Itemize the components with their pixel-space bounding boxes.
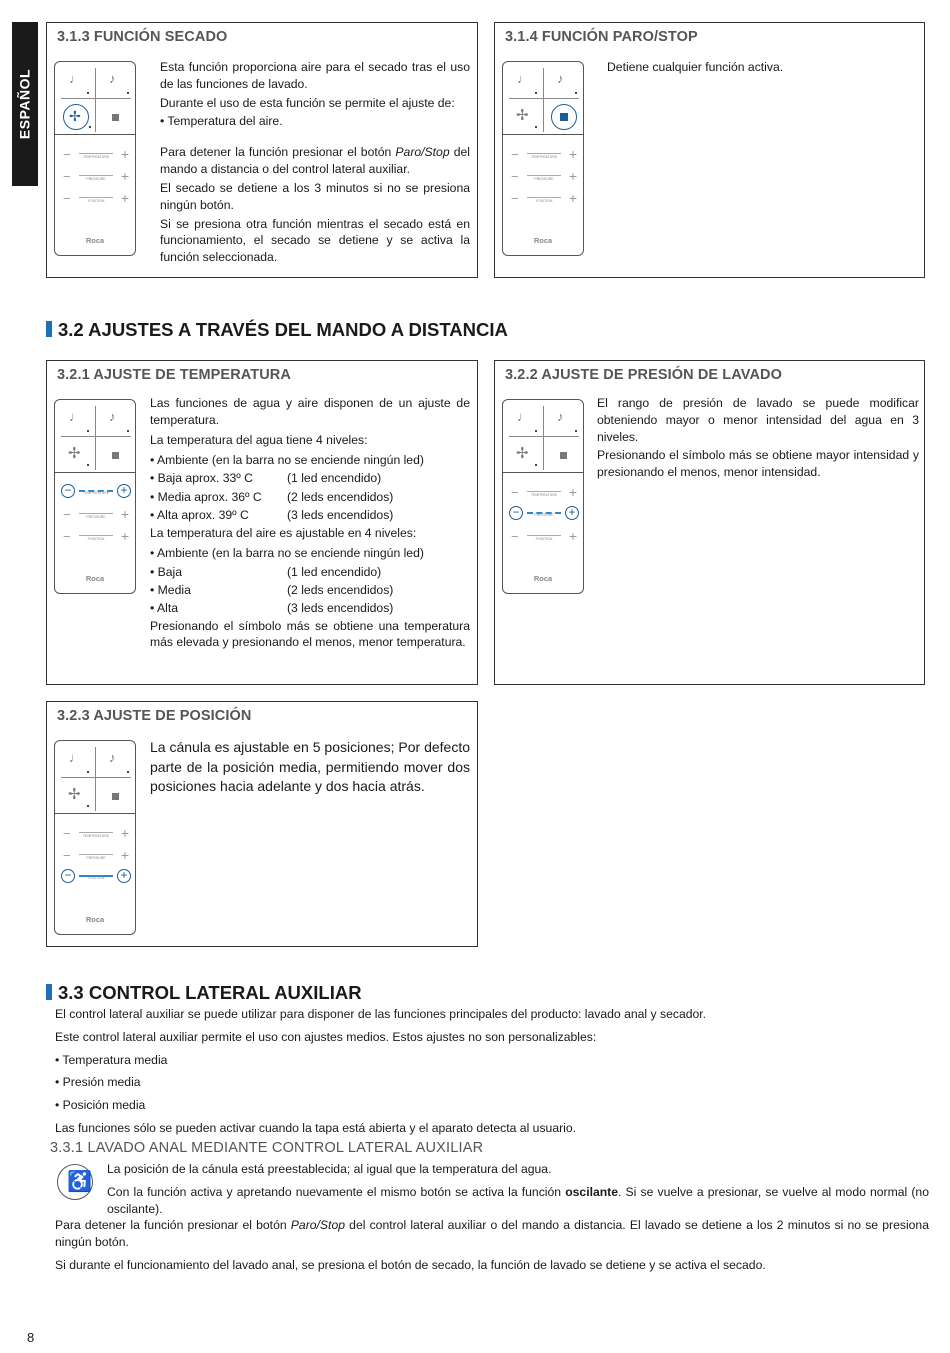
wash-function-icon: ♿ [57, 1164, 93, 1200]
wash-rear-icon: ♩ [69, 71, 82, 86]
section-33-text: El control lateral auxiliar se puede utilizar para disponer de las funciones principales del producto: lavado anal y secador. Este control lateral auxiliar permite el uso con ajustes medios. Estos ajustes no son personalizables: • Temperatura media • Presión media • Posición media Las funciones sólo se pueden activar cuando la tapa está abierta y el aparato detecta al usuario. [55, 1007, 707, 1136]
section-heading-32: 3.2 AJUSTES A TRAVÉS DEL MANDO A DISTANCIA [46, 317, 508, 343]
water-levels: • Ambiente (en la barra no se enciende ningún led) • Baja aprox. 33º C (1 led encendido) • Media aprox. 36º C (2 leds encendidos) • Alta aprox. 39º C (3 leds encendidos) [150, 452, 424, 522]
fan-icon: ✢ [69, 108, 81, 124]
box-title: 3.2.2 AJUSTE DE PRESIÓN DE LAVADO [505, 367, 782, 383]
section-box-323 [46, 701, 478, 947]
fan-icon: ✢ [516, 107, 529, 124]
wash-rear-icon: ♩ [517, 71, 530, 86]
box-title: 3.2.3 AJUSTE DE POSICIÓN [57, 708, 252, 724]
dry-button-active [63, 104, 89, 130]
page-number: 8 [27, 1330, 35, 1345]
stop-icon [112, 114, 119, 121]
remote-illustration: ♩ ♪ ✢ − TEMPERATURE + − PRESSURE + − POSITION + Roca [502, 61, 584, 256]
fan-icon: ✢ [68, 445, 81, 462]
fan-icon: ✢ [516, 445, 529, 462]
roca-logo: Roca [533, 574, 553, 583]
box-323-text: La cánula es ajustable en 5 posiciones; Por defecto parte de la posición media, permitiendo mover dos posiciones hacia adelante y dos hacia atrás. [150, 739, 470, 795]
language-label: ESPAÑOL [16, 68, 33, 140]
wash-front-icon: ♪ [557, 409, 564, 424]
wash-rear-icon: ♩ [69, 750, 82, 765]
section-box-321 [46, 360, 478, 685]
box-313-text: Esta función proporciona aire para el secado tras el uso de las funciones de lavado. Durante el uso de esta función se permite el ajuste de: • Temperatura del aire. Para detener la función presionar el botón Paro/Stop del mando a distancia o del control lateral auxiliar. El secado se detiene a los 3 minutos si no se presiona ningún botón. Si se presiona otra función mientras el secado está en funcionamiento, el secado se detiene y se activa la función seleccionada. [160, 60, 470, 265]
remote-illustration: ♩ ♪ ✢ − TEMPERATURE + − PRESSURE + − POSITION + Roca [54, 399, 136, 594]
roca-logo: Roca [85, 574, 105, 583]
temperature-adjust-active: − TEMPERATURE + [61, 484, 131, 498]
remote-illustration: ♩ ♪ ✢ − TEMPERATURE + − PRESSURE + − POSITION + Roca [502, 399, 584, 594]
wash-front-icon: ♪ [109, 71, 116, 86]
stop-icon [560, 452, 567, 459]
box-322-text: El rango de presión de lavado se puede modificar obteniendo mayor o menor intensidad del agua en 3 niveles. Presionando el símbolo más se obtiene mayor intensidad y presionando el menos, menor intensidad. [597, 396, 919, 480]
remote-illustration: ♩ ♪ ✢ − TEMPERATURE + − PRESSURE + − POSITION + Roca [54, 61, 136, 256]
box-314-text: Detiene cualquier función activa. [607, 60, 784, 74]
wash-front-icon: ♪ [109, 409, 116, 424]
roca-logo: Roca [533, 236, 553, 245]
wash-rear-icon: ♩ [69, 409, 82, 424]
fan-icon: ✢ [68, 786, 81, 803]
stop-icon [560, 113, 568, 121]
box-321-text: Las funciones de agua y aire disponen de un ajuste de temperatura. La temperatura del agua tiene 4 niveles: • Ambiente (en la barra no se enciende ningún led) • Baja aprox. 33º C (1 led encendido) • Media aprox. 36º C (2 leds encendidos) • Alta aprox. 39º C (3 leds encendidos) La temperatura del aire es ajustable en 4 niveles: • Ambiente (en la barra no se enciende ningún led) • Baja (1 led encendido) • Media (2 leds encendidos) • Alta (3 leds encendidos) Presionando el símbolo más se obtiene una temperatura más elevada y presionando el menos, menor temperatura. [150, 396, 470, 650]
stop-icon [112, 452, 119, 459]
box-title: 3.2.1 AJUSTE DE TEMPERATURA [57, 367, 291, 383]
roca-logo: Roca [85, 236, 105, 245]
stop-button-active [551, 104, 577, 130]
wash-rear-icon: ♩ [517, 409, 530, 424]
pressure-adjust-active: − PRESSURE + [509, 506, 579, 520]
box-title: 3.1.4 FUNCIÓN PARO/STOP [505, 29, 698, 45]
stop-icon [112, 793, 119, 800]
wash-front-icon: ♪ [109, 750, 116, 765]
section-331-text-a: La posición de la cánula está preestablecida; al igual que la temperatura del agua. Con la función activa y apretando nuevamente el mismo botón se activa la función oscilante. Si se vuelve a presionar, se vuelve al modo normal (no oscilante). [107, 1162, 929, 1216]
language-tab [12, 22, 38, 186]
section-box-322 [494, 360, 925, 685]
box-title: 3.1.3 FUNCIÓN SECADO [57, 29, 228, 45]
section-heading-33: 3.3 CONTROL LATERAL AUXILIAR [46, 980, 362, 1006]
roca-logo: Roca [85, 915, 105, 924]
section-box-314 [494, 22, 925, 278]
position-adjust-active: − POSITION + [61, 869, 131, 883]
subsection-heading-331: 3.3.1 LAVADO ANAL MEDIANTE CONTROL LATERAL AUXILIAR [50, 1140, 484, 1156]
air-levels: • Ambiente (en la barra no se enciende ningún led) • Baja (1 led encendido) • Media (2 leds encendidos) • Alta (3 leds encendidos) [150, 546, 424, 616]
remote-illustration: ♩ ♪ ✢ − TEMPERATURE + − PRESSURE + − POSITION + Roca [54, 740, 136, 935]
wash-front-icon: ♪ [557, 71, 564, 86]
section-331-text-b: Para detener la función presionar el botón Paro/Stop del control lateral auxiliar o del mando a distancia. El lavado se detiene a los 2 minutos si no se presiona ningún botón. Si durante el funcionamiento del lavado anal, se presiona el botón de secado, la función de lavado se detiene y se activa el secado. [55, 1218, 929, 1272]
section-box-313 [46, 22, 478, 278]
